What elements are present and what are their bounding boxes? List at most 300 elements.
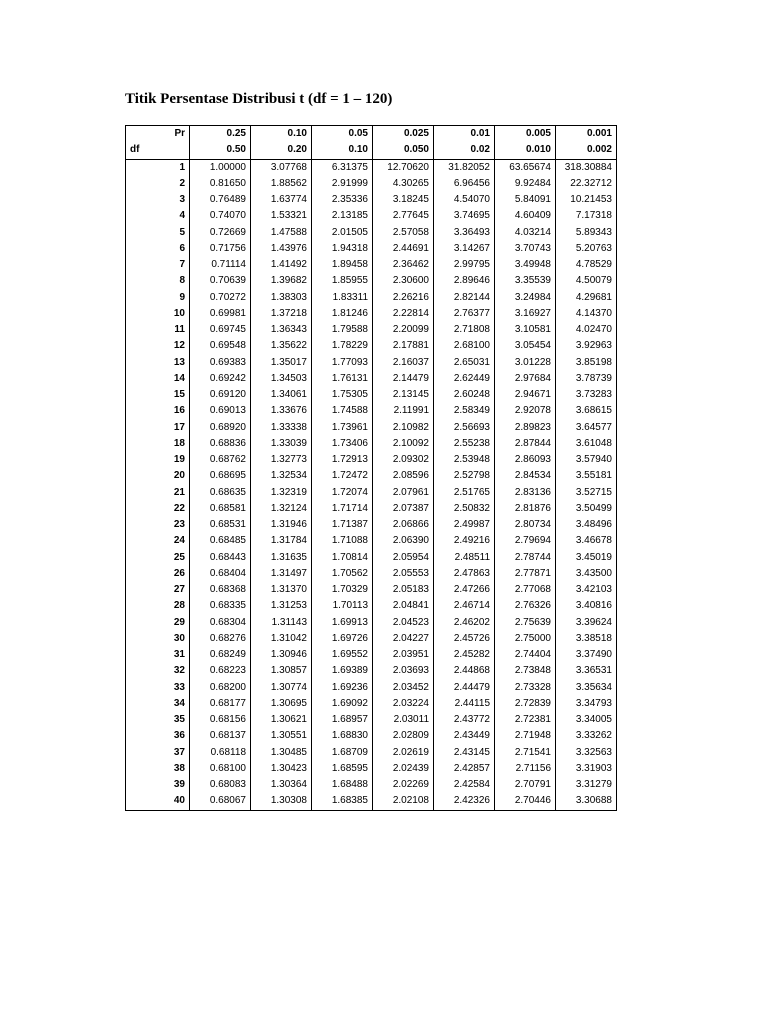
table-cell: 1.88562: [251, 176, 312, 192]
table-cell: 2.71156: [495, 761, 556, 777]
df-value-cell: 18: [126, 436, 190, 452]
table-cell: 0.74070: [190, 208, 251, 224]
table-cell: 1.31784: [251, 533, 312, 549]
table-cell: 2.08596: [373, 468, 434, 484]
table-cell: 3.31903: [556, 761, 617, 777]
table-cell: 1.00000: [190, 159, 251, 176]
table-cell: 2.05954: [373, 550, 434, 566]
table-cell: 4.29681: [556, 290, 617, 306]
table-cell: 2.82144: [434, 290, 495, 306]
table-cell: 1.78229: [312, 338, 373, 354]
table-cell: 2.83136: [495, 485, 556, 501]
table-row: [126, 598, 617, 614]
table-row: [126, 387, 617, 403]
df-value-cell: 21: [126, 485, 190, 501]
table-cell: 10.21453: [556, 192, 617, 208]
table-cell: 3.61048: [556, 436, 617, 452]
table-cell: 0.76489: [190, 192, 251, 208]
table-cell: 1.70814: [312, 550, 373, 566]
df-value-cell: 27: [126, 582, 190, 598]
table-row: [126, 159, 617, 176]
table-cell: 2.80734: [495, 517, 556, 533]
table-cell: 1.69552: [312, 647, 373, 663]
table-cell: 0.72669: [190, 225, 251, 241]
table-cell: 2.73848: [495, 663, 556, 679]
table-cell: 3.55181: [556, 468, 617, 484]
table-cell: 2.02809: [373, 728, 434, 744]
table-row: [126, 533, 617, 549]
table-cell: 2.53948: [434, 452, 495, 468]
table-row: [126, 566, 617, 582]
table-cell: 1.33338: [251, 420, 312, 436]
pr-label: Pr: [126, 126, 190, 143]
table-cell: 3.01228: [495, 355, 556, 371]
table-cell: 2.05553: [373, 566, 434, 582]
table-cell: 0.69745: [190, 322, 251, 338]
table-cell: 0.69383: [190, 355, 251, 371]
table-cell: 0.68200: [190, 680, 251, 696]
table-cell: 1.71387: [312, 517, 373, 533]
table-cell: 2.43145: [434, 745, 495, 761]
table-cell: 0.68404: [190, 566, 251, 582]
table-cell: 2.46202: [434, 615, 495, 631]
table-cell: 2.04523: [373, 615, 434, 631]
table-cell: 2.48511: [434, 550, 495, 566]
table-cell: 1.31946: [251, 517, 312, 533]
table-cell: 2.06866: [373, 517, 434, 533]
df-value-cell: 16: [126, 403, 190, 419]
table-cell: 2.46714: [434, 598, 495, 614]
table-cell: 0.68276: [190, 631, 251, 647]
table-cell: 3.45019: [556, 550, 617, 566]
table-cell: 2.86093: [495, 452, 556, 468]
table-cell: 2.16037: [373, 355, 434, 371]
table-cell: 3.64577: [556, 420, 617, 436]
table-cell: 1.76131: [312, 371, 373, 387]
header-cell: 0.005: [495, 126, 556, 143]
table-cell: 4.50079: [556, 273, 617, 289]
df-value-cell: 33: [126, 680, 190, 696]
table-cell: 4.54070: [434, 192, 495, 208]
table-cell: 4.02470: [556, 322, 617, 338]
df-value-cell: 6: [126, 241, 190, 257]
table-row: [126, 257, 617, 273]
table-row: [126, 290, 617, 306]
table-cell: 0.68531: [190, 517, 251, 533]
table-row: [126, 745, 617, 761]
table-cell: 5.20763: [556, 241, 617, 257]
table-cell: 2.11991: [373, 403, 434, 419]
df-value-cell: 26: [126, 566, 190, 582]
table-cell: 2.47266: [434, 582, 495, 598]
table-cell: 1.43976: [251, 241, 312, 257]
table-row: [126, 615, 617, 631]
table-cell: 2.10982: [373, 420, 434, 436]
table-cell: 4.03214: [495, 225, 556, 241]
table-cell: 6.31375: [312, 159, 373, 176]
table-cell: 0.68156: [190, 712, 251, 728]
table-cell: 1.69913: [312, 615, 373, 631]
table-cell: 2.36462: [373, 257, 434, 273]
table-cell: 3.73283: [556, 387, 617, 403]
header-cell: 0.002: [556, 142, 617, 159]
page-title: Titik Persentase Distribusi t (df = 1 – 120): [125, 91, 393, 107]
table-cell: 2.91999: [312, 176, 373, 192]
header-cell: 0.10: [251, 126, 312, 143]
table-cell: 2.03693: [373, 663, 434, 679]
table-cell: 2.92078: [495, 403, 556, 419]
table-cell: 2.57058: [373, 225, 434, 241]
table-row: [126, 468, 617, 484]
table-cell: 1.30621: [251, 712, 312, 728]
table-cell: 2.89646: [434, 273, 495, 289]
table-cell: 3.36531: [556, 663, 617, 679]
table-row: [126, 355, 617, 371]
df-value-cell: 11: [126, 322, 190, 338]
table-row: [126, 208, 617, 224]
table-cell: 2.03011: [373, 712, 434, 728]
table-cell: 3.43500: [556, 566, 617, 582]
header-cell: 0.025: [373, 126, 434, 143]
table-cell: 1.30551: [251, 728, 312, 744]
table-cell: 3.35634: [556, 680, 617, 696]
table-cell: 3.33262: [556, 728, 617, 744]
table-cell: 5.89343: [556, 225, 617, 241]
table-cell: 2.87844: [495, 436, 556, 452]
table-cell: 3.42103: [556, 582, 617, 598]
table-cell: 318.30884: [556, 159, 617, 176]
table-cell: 2.05183: [373, 582, 434, 598]
table-cell: 1.71714: [312, 501, 373, 517]
table-cell: 0.69548: [190, 338, 251, 354]
table-cell: 1.73961: [312, 420, 373, 436]
table-cell: 2.14479: [373, 371, 434, 387]
df-value-cell: 5: [126, 225, 190, 241]
table-cell: 2.02619: [373, 745, 434, 761]
table-cell: 1.32319: [251, 485, 312, 501]
table-cell: 2.84534: [495, 468, 556, 484]
table-cell: 1.30857: [251, 663, 312, 679]
table-cell: 1.68830: [312, 728, 373, 744]
table-cell: 1.74588: [312, 403, 373, 419]
table-cell: 2.13185: [312, 208, 373, 224]
table-cell: 1.30364: [251, 777, 312, 793]
table-cell: 3.48496: [556, 517, 617, 533]
table-cell: 3.24984: [495, 290, 556, 306]
table-row: [126, 712, 617, 728]
table-cell: 2.42857: [434, 761, 495, 777]
table-cell: 3.49948: [495, 257, 556, 273]
df-value-cell: 34: [126, 696, 190, 712]
table-row: [126, 582, 617, 598]
table-cell: 4.14370: [556, 306, 617, 322]
df-value-cell: 29: [126, 615, 190, 631]
table-cell: 1.30423: [251, 761, 312, 777]
table-cell: 7.17318: [556, 208, 617, 224]
table-row: [126, 631, 617, 647]
table-cell: 1.39682: [251, 273, 312, 289]
table-cell: 1.68488: [312, 777, 373, 793]
table-cell: 2.71948: [495, 728, 556, 744]
table-cell: 3.74695: [434, 208, 495, 224]
table-cell: 1.73406: [312, 436, 373, 452]
table-cell: 1.35017: [251, 355, 312, 371]
table-cell: 2.02108: [373, 793, 434, 810]
df-value-cell: 30: [126, 631, 190, 647]
table-cell: 1.69726: [312, 631, 373, 647]
header-cell: 0.10: [312, 142, 373, 159]
table-cell: 3.57940: [556, 452, 617, 468]
df-value-cell: 31: [126, 647, 190, 663]
table-cell: 2.73328: [495, 680, 556, 696]
table-cell: 0.68118: [190, 745, 251, 761]
table-cell: 1.31635: [251, 550, 312, 566]
table-cell: 1.32534: [251, 468, 312, 484]
df-value-cell: 12: [126, 338, 190, 354]
table-cell: 3.52715: [556, 485, 617, 501]
table-cell: 2.65031: [434, 355, 495, 371]
table-cell: 0.71756: [190, 241, 251, 257]
table-cell: 0.70272: [190, 290, 251, 306]
table-cell: 0.81650: [190, 176, 251, 192]
table-cell: 1.32773: [251, 452, 312, 468]
table-cell: 2.20099: [373, 322, 434, 338]
df-value-cell: 23: [126, 517, 190, 533]
table-cell: 2.78744: [495, 550, 556, 566]
table-cell: 3.38518: [556, 631, 617, 647]
table-cell: 0.69013: [190, 403, 251, 419]
table-cell: 2.26216: [373, 290, 434, 306]
table-cell: 2.71541: [495, 745, 556, 761]
table-cell: 2.44868: [434, 663, 495, 679]
table-cell: 1.34061: [251, 387, 312, 403]
table-row: [126, 436, 617, 452]
table-cell: 1.33039: [251, 436, 312, 452]
table-cell: 2.44479: [434, 680, 495, 696]
table-cell: 0.68067: [190, 793, 251, 810]
table-cell: 0.69120: [190, 387, 251, 403]
table-cell: 2.74404: [495, 647, 556, 663]
table-row: [126, 322, 617, 338]
table-cell: 1.69389: [312, 663, 373, 679]
table-cell: 3.31279: [556, 777, 617, 793]
table-cell: 2.44115: [434, 696, 495, 712]
table-row: [126, 517, 617, 533]
df-value-cell: 28: [126, 598, 190, 614]
table-cell: 3.85198: [556, 355, 617, 371]
table-cell: 2.04227: [373, 631, 434, 647]
table-cell: 2.44691: [373, 241, 434, 257]
df-value-cell: 37: [126, 745, 190, 761]
table-cell: 1.31143: [251, 615, 312, 631]
header-cell: 0.20: [251, 142, 312, 159]
table-cell: 2.43772: [434, 712, 495, 728]
df-value-cell: 25: [126, 550, 190, 566]
table-cell: 9.92484: [495, 176, 556, 192]
table-cell: 1.68957: [312, 712, 373, 728]
table-cell: 2.03452: [373, 680, 434, 696]
header-cell: 0.02: [434, 142, 495, 159]
table-cell: 2.03951: [373, 647, 434, 663]
table-cell: 2.03224: [373, 696, 434, 712]
table-cell: 1.70113: [312, 598, 373, 614]
table-cell: 0.68695: [190, 468, 251, 484]
table-cell: 2.77645: [373, 208, 434, 224]
table-cell: 3.40816: [556, 598, 617, 614]
table-row: [126, 647, 617, 663]
table-cell: 2.75639: [495, 615, 556, 631]
df-value-cell: 19: [126, 452, 190, 468]
table-row: [126, 728, 617, 744]
table-cell: 1.72913: [312, 452, 373, 468]
table-cell: 3.30688: [556, 793, 617, 810]
t-distribution-table: [125, 125, 617, 811]
table-row: [126, 793, 617, 810]
table-cell: 2.07387: [373, 501, 434, 517]
table-cell: 3.37490: [556, 647, 617, 663]
header-cell: 0.25: [190, 126, 251, 143]
table-cell: 1.77093: [312, 355, 373, 371]
table-cell: 1.85955: [312, 273, 373, 289]
table-cell: 22.32712: [556, 176, 617, 192]
table-cell: 2.71808: [434, 322, 495, 338]
table-cell: 1.79588: [312, 322, 373, 338]
df-value-cell: 24: [126, 533, 190, 549]
table-row: [126, 420, 617, 436]
header-cell: 0.010: [495, 142, 556, 159]
table-cell: 1.63774: [251, 192, 312, 208]
table-cell: 2.68100: [434, 338, 495, 354]
df-value-cell: 2: [126, 176, 190, 192]
table-cell: 2.51765: [434, 485, 495, 501]
table-row: [126, 680, 617, 696]
table-cell: 3.34005: [556, 712, 617, 728]
table-cell: 2.70791: [495, 777, 556, 793]
table-cell: 0.68083: [190, 777, 251, 793]
table-cell: 2.04841: [373, 598, 434, 614]
table-cell: 3.32563: [556, 745, 617, 761]
table-cell: 2.45282: [434, 647, 495, 663]
table-cell: 0.69981: [190, 306, 251, 322]
table-cell: 3.46678: [556, 533, 617, 549]
table-row: [126, 403, 617, 419]
table-cell: 2.89823: [495, 420, 556, 436]
table-cell: 2.49216: [434, 533, 495, 549]
table-cell: 0.68762: [190, 452, 251, 468]
table-cell: 2.77871: [495, 566, 556, 582]
table-cell: 1.33676: [251, 403, 312, 419]
table-cell: 1.89458: [312, 257, 373, 273]
table-cell: 1.47588: [251, 225, 312, 241]
table-cell: 0.70639: [190, 273, 251, 289]
table-cell: 1.30774: [251, 680, 312, 696]
df-value-cell: 3: [126, 192, 190, 208]
table-cell: 0.71114: [190, 257, 251, 273]
table-cell: 4.60409: [495, 208, 556, 224]
table-cell: 0.68137: [190, 728, 251, 744]
table-cell: 1.30946: [251, 647, 312, 663]
table-cell: 2.43449: [434, 728, 495, 744]
table-row: [126, 338, 617, 354]
table-cell: 3.92963: [556, 338, 617, 354]
table-cell: 1.70562: [312, 566, 373, 582]
table-cell: 2.22814: [373, 306, 434, 322]
table-cell: 2.07961: [373, 485, 434, 501]
df-value-cell: 1: [126, 159, 190, 176]
df-value-cell: 35: [126, 712, 190, 728]
table-cell: 2.30600: [373, 273, 434, 289]
table-cell: 2.62449: [434, 371, 495, 387]
table-cell: 2.55238: [434, 436, 495, 452]
table-row: [126, 225, 617, 241]
table-cell: 2.60248: [434, 387, 495, 403]
table-cell: 2.47863: [434, 566, 495, 582]
table-cell: 5.84091: [495, 192, 556, 208]
table-cell: 1.72074: [312, 485, 373, 501]
table-cell: 3.14267: [434, 241, 495, 257]
table-cell: 3.78739: [556, 371, 617, 387]
table-cell: 1.68595: [312, 761, 373, 777]
table-cell: 2.77068: [495, 582, 556, 598]
table-cell: 1.34503: [251, 371, 312, 387]
table-cell: 2.70446: [495, 793, 556, 810]
table-cell: 0.69242: [190, 371, 251, 387]
table-row: [126, 485, 617, 501]
df-value-cell: 14: [126, 371, 190, 387]
table-cell: 0.68920: [190, 420, 251, 436]
table-row: [126, 176, 617, 192]
table-cell: 31.82052: [434, 159, 495, 176]
table-cell: 63.65674: [495, 159, 556, 176]
table-cell: 3.16927: [495, 306, 556, 322]
table-cell: 1.32124: [251, 501, 312, 517]
table-row: [126, 501, 617, 517]
table-cell: 1.37218: [251, 306, 312, 322]
table-cell: 2.72381: [495, 712, 556, 728]
table-cell: 1.30308: [251, 793, 312, 810]
header-cell: 0.05: [312, 126, 373, 143]
table-cell: 2.76326: [495, 598, 556, 614]
table-cell: 2.13145: [373, 387, 434, 403]
table-cell: 0.68223: [190, 663, 251, 679]
table-cell: 1.31253: [251, 598, 312, 614]
table-cell: 1.83311: [312, 290, 373, 306]
table-row: [126, 306, 617, 322]
df-value-cell: 4: [126, 208, 190, 224]
table-cell: 1.31042: [251, 631, 312, 647]
table-row: [126, 371, 617, 387]
table-cell: 3.70743: [495, 241, 556, 257]
table-cell: 12.70620: [373, 159, 434, 176]
table-cell: 2.06390: [373, 533, 434, 549]
df-value-cell: 13: [126, 355, 190, 371]
table-row: [126, 273, 617, 289]
table-cell: 2.10092: [373, 436, 434, 452]
table-cell: 2.02439: [373, 761, 434, 777]
table-cell: 1.68709: [312, 745, 373, 761]
table-cell: 0.68836: [190, 436, 251, 452]
table-cell: 0.68304: [190, 615, 251, 631]
table-cell: 2.01505: [312, 225, 373, 241]
table-body: [126, 159, 617, 810]
table-cell: 0.68100: [190, 761, 251, 777]
df-value-cell: 10: [126, 306, 190, 322]
table-cell: 1.30695: [251, 696, 312, 712]
table-cell: 2.97684: [495, 371, 556, 387]
table-cell: 0.68335: [190, 598, 251, 614]
df-value-cell: 36: [126, 728, 190, 744]
table-cell: 1.38303: [251, 290, 312, 306]
